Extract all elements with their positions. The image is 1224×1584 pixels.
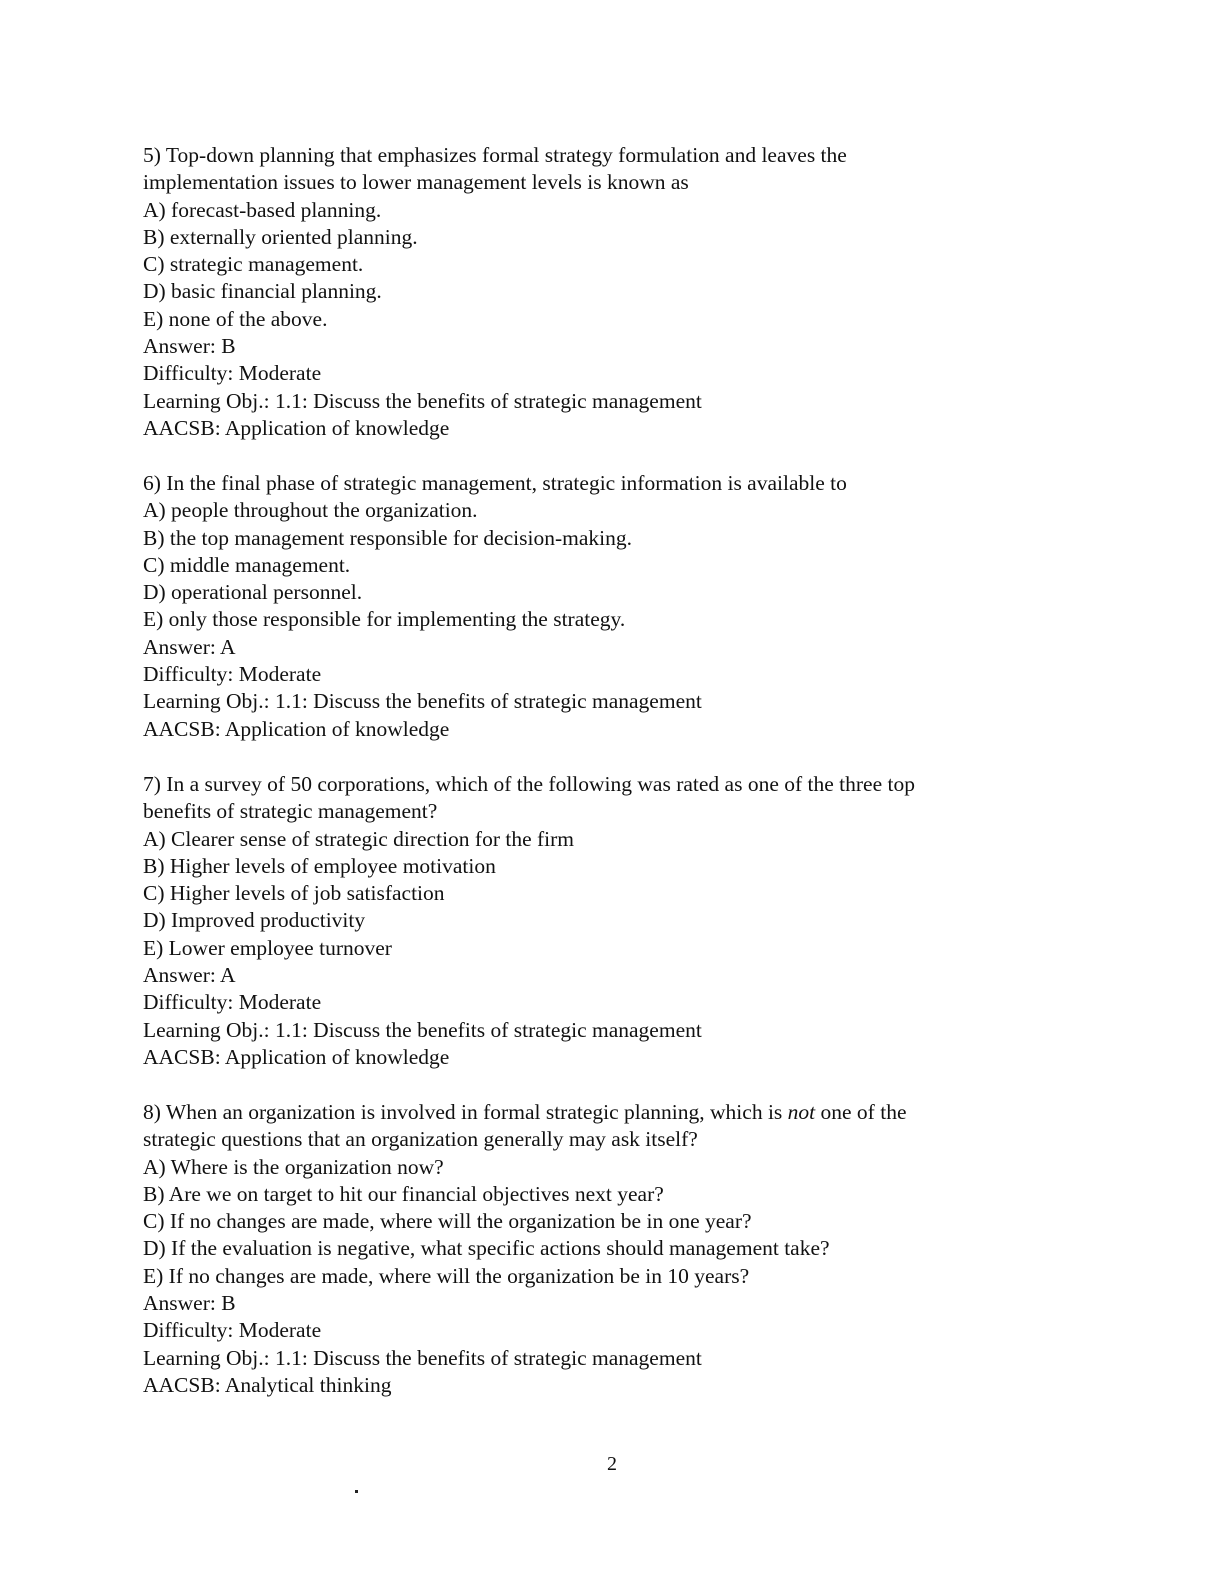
- question-7: [143, 771, 1023, 1071]
- option-d: D) If the evaluation is negative, what specific actions should management take?: [143, 1236, 830, 1261]
- option-d: D) basic financial planning.: [143, 279, 382, 304]
- question-stem-line: strategic questions that an organization generally may ask itself?: [143, 1127, 698, 1152]
- question-stem-line: 7) In a survey of 50 corporations, which of the following was rated as one of the three top: [143, 772, 915, 796]
- stem-emphasis: not: [787, 1100, 816, 1124]
- option-c: C) strategic management.: [143, 252, 364, 277]
- stem-text-before: 8) When an organization is involved in formal strategic planning, which is: [143, 1100, 788, 1124]
- option-d: D) Improved productivity: [143, 908, 366, 933]
- question-stem-line: 5) Top-down planning that emphasizes formal strategy formulation and leaves the: [143, 143, 847, 167]
- option-a: A) Where is the organization now?: [143, 1154, 444, 1179]
- learning-objective-line: Learning Obj.: 1.1: Discuss the benefits of strategic management: [143, 1345, 702, 1370]
- option-c: C) middle management.: [143, 552, 351, 577]
- difficulty-line: Difficulty: Moderate: [143, 361, 322, 386]
- scan-artifact-dot: [355, 1490, 358, 1493]
- option-b: B) Are we on target to hit our financial objectives next year?: [143, 1181, 664, 1206]
- option-e: E) If no changes are made, where will the organization be in 10 years?: [143, 1263, 750, 1288]
- question-5: [143, 142, 1023, 442]
- learning-objective-line: Learning Obj.: 1.1: Discuss the benefits of strategic management: [143, 689, 702, 714]
- learning-objective-line: Learning Obj.: 1.1: Discuss the benefits of strategic management: [143, 388, 702, 413]
- option-b: B) Higher levels of employee motivation: [143, 853, 496, 878]
- learning-objective-line: Learning Obj.: 1.1: Discuss the benefits of strategic management: [143, 1017, 702, 1042]
- answer-line: Answer: A: [143, 634, 236, 659]
- question-6: [143, 470, 1023, 743]
- stem-text-after: one of the: [815, 1100, 907, 1124]
- answer-line: Answer: A: [143, 963, 236, 988]
- option-a: A) forecast-based planning.: [143, 197, 382, 222]
- aacsb-line: AACSB: Application of knowledge: [143, 415, 450, 440]
- difficulty-line: Difficulty: Moderate: [143, 990, 322, 1015]
- option-c: C) Higher levels of job satisfaction: [143, 881, 445, 906]
- question-stem-line: 6) In the final phase of strategic management, strategic information is available to: [143, 471, 847, 495]
- option-a: A) people throughout the organization.: [143, 498, 478, 523]
- page-number: 2: [607, 1453, 617, 1475]
- option-e: E) Lower employee turnover: [143, 935, 392, 960]
- aacsb-line: AACSB: Application of knowledge: [143, 716, 450, 741]
- option-c: C) If no changes are made, where will the organization be in one year?: [143, 1209, 752, 1234]
- answer-line: Answer: B: [143, 334, 236, 359]
- option-d: D) operational personnel.: [143, 580, 363, 605]
- option-b: B) the top management responsible for decision-making.: [143, 525, 632, 550]
- difficulty-line: Difficulty: Moderate: [143, 662, 322, 687]
- difficulty-line: Difficulty: Moderate: [143, 1318, 322, 1343]
- option-e: E) none of the above.: [143, 306, 328, 331]
- aacsb-line: AACSB: Application of knowledge: [143, 1044, 450, 1069]
- question-stem-line: implementation issues to lower management levels is known as: [143, 170, 689, 195]
- option-a: A) Clearer sense of strategic direction for the firm: [143, 826, 575, 851]
- aacsb-line: AACSB: Analytical thinking: [143, 1372, 392, 1397]
- option-e: E) only those responsible for implementing the strategy.: [143, 607, 626, 632]
- question-stem-line: [143, 1099, 1023, 1126]
- question-stem-line: benefits of strategic management?: [143, 799, 438, 824]
- question-8: [143, 1099, 1023, 1399]
- answer-line: Answer: B: [143, 1291, 236, 1316]
- option-b: B) externally oriented planning.: [143, 224, 418, 249]
